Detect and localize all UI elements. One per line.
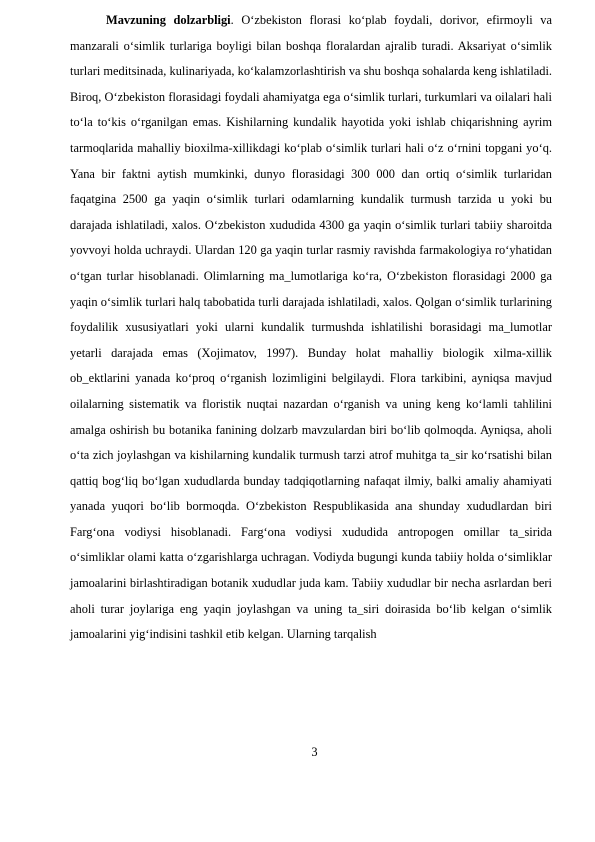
lead-phrase: Mavzuning dolzarbligi [106, 13, 231, 27]
paragraph-text: . O‘zbekiston florasi ko‘plab foydali, dorivor, efirmoyli va manzarali o‘simlik turlariga boyligi bilan boshqa floralardan ajralib turadi. Aksariyat o‘simlik turlari meditsinada, kulinariyada, ko‘kalamzorlashtirish va shu boshqa sohalarda keng ishlatiladi. Biroq, O‘zbekiston florasidagi foydali ahamiyatga ega o‘simlik turlari, turkumlari va oilalari hali to‘la to‘kis o‘rganilgan emas. Kishilarning kundalik hayotida yoki ishlab chiqarishning ayrim tarmoqlarida mahalliy bioxilma-xillikdagi ko‘plab o‘simlik turlari hali o‘z o‘rnini topgani yo‘q. Yana bir faktni aytish mumkinki, dunyo florasidagi 300 000 dan ortiq o‘simlik turlaridan faqatgina 2500 ga yaqin o‘simlik turlari odamlarning kundalik turmush tarzida u yoki bu darajada ishlatiladi, xalos. O‘zbekiston xududida 4300 ga yaqin o‘simlik turlari tabiiy sharoitda yovvoyi holda uchraydi. Ulardan 120 ga yaqin turlar rasmiy ravishda farmakologiya ro‘yhatidan o‘tgan turlar hisoblanadi. Olimlarning ma_lumotlariga ko‘ra, O‘zbekiston florasidagi 2000 ga yaqin o‘simlik turlari halq tabobatida turli darajada ishlatiladi, xalos. Qolgan o‘simlik turlarining foydalilik xususiyatlari yoki ularni kundalik turmushda ishlatilishi borasidagi ma_lumotlar yetarli darajada emas (Xojimatov, 1997). Bunday holat mahalliy biologik xilma-xillik ob_ektlarini yanada ko‘proq o‘rganish lozimligini belgilaydi. Flora tarkibini, ayniqsa mavjud oilalarning sistematik va floristik nuqtai nazardan o‘rganish va uning keng ko‘lamli tahlilini amalga oshirish bu botanika fanining dolzarb mavzulardan biri bo‘lib qolmoqda. Ayniqsa, aholi o‘ta zich joylashgan va kishilarning kundalik turmush tarzi atrof muhitga ta_sir ko‘rsatishi bilan qattiq bog‘liq bo‘lgan xududlarda bunday tadqiqotlarning nafaqat ilmiy, balki amaliy ahamiyati yanada yuqori bo‘lib bormoqda. O‘zbekiston Respublikasida ana shunday xududlardan biri Farg‘ona vodiysi hisoblanadi. Farg‘ona vodiysi xududida antropogen omillar ta_sirida o‘simliklar olami katta o‘zgarishlarga uchragan. Vodiyda bugungi kunda tabiiy holda o‘simliklar jamoalarini birlashtiradigan botanik xududlar juda kam. Tabiiy xududlar bir necha asrlardan beri aholi turar joylariga eng yaqin joylashgan va uning ta_siri doirasida bo‘lib kelgan o‘simlik jamoalarini yig‘indisini tashkil etib kelgan. Ularning tarqalish [70, 13, 552, 642]
body-paragraph [70, 8, 552, 648]
page-number: 3 [311, 745, 318, 759]
